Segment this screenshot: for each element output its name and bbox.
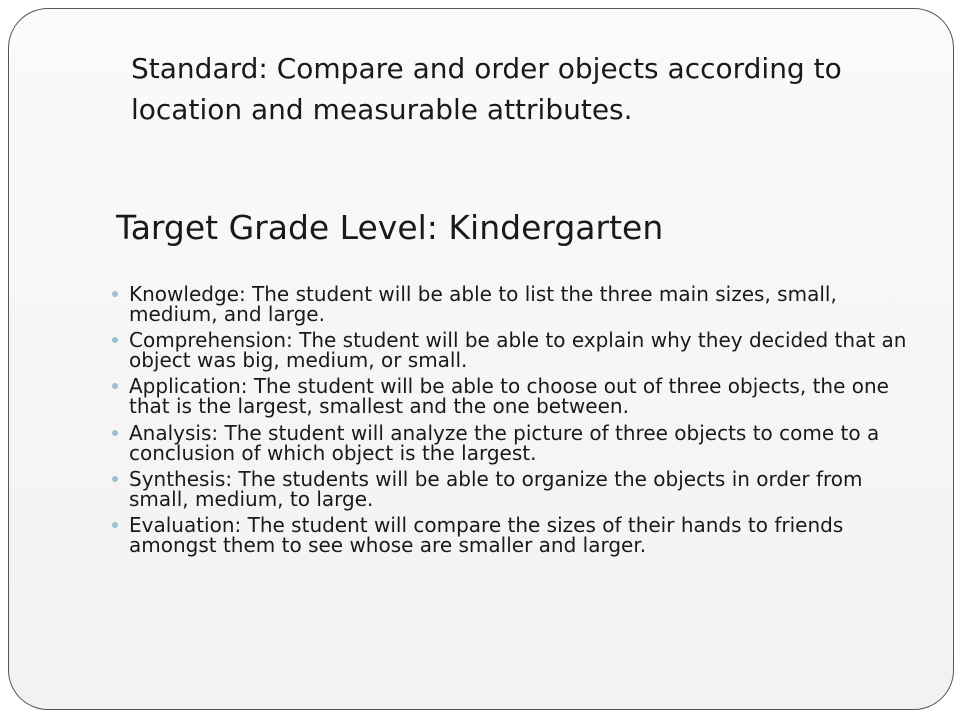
objective-text: Comprehension: The student will be able to explain why they decided that an object was big, medium, or small.: [129, 328, 907, 372]
objective-synthesis: [112, 469, 912, 509]
bullet-icon: [112, 476, 118, 482]
bullet-icon: [112, 337, 118, 343]
objective-text: Analysis: The student will analyze the picture of three objects to come to a conclusion of which object is the largest.: [129, 421, 880, 465]
bullet-icon: [112, 522, 118, 528]
objective-application: [112, 376, 912, 416]
bullet-icon: [112, 430, 118, 436]
target-grade-heading: Target Grade Level: Kindergarten: [116, 208, 664, 247]
objective-comprehension: [112, 330, 912, 370]
objectives-list: [112, 284, 912, 561]
objective-text: Application: The student will be able to choose out of three objects, the one that is the largest, smallest and the one between.: [129, 374, 889, 418]
objective-text: Knowledge: The student will be able to list the three main sizes, small, medium, and large.: [129, 282, 837, 326]
standard-text: Standard: Compare and order objects according to location and measurable attributes.: [131, 52, 842, 126]
objective-analysis: [112, 423, 912, 463]
objective-evaluation: [112, 515, 912, 555]
objective-text: Synthesis: The students will be able to organize the objects in order from small, medium, to large.: [129, 467, 863, 511]
bullet-icon: [112, 383, 118, 389]
bullet-icon: [112, 291, 118, 297]
objective-text: Evaluation: The student will compare the sizes of their hands to friends amongst them to see whose are smaller and larger.: [129, 513, 844, 557]
objective-knowledge: [112, 284, 912, 324]
